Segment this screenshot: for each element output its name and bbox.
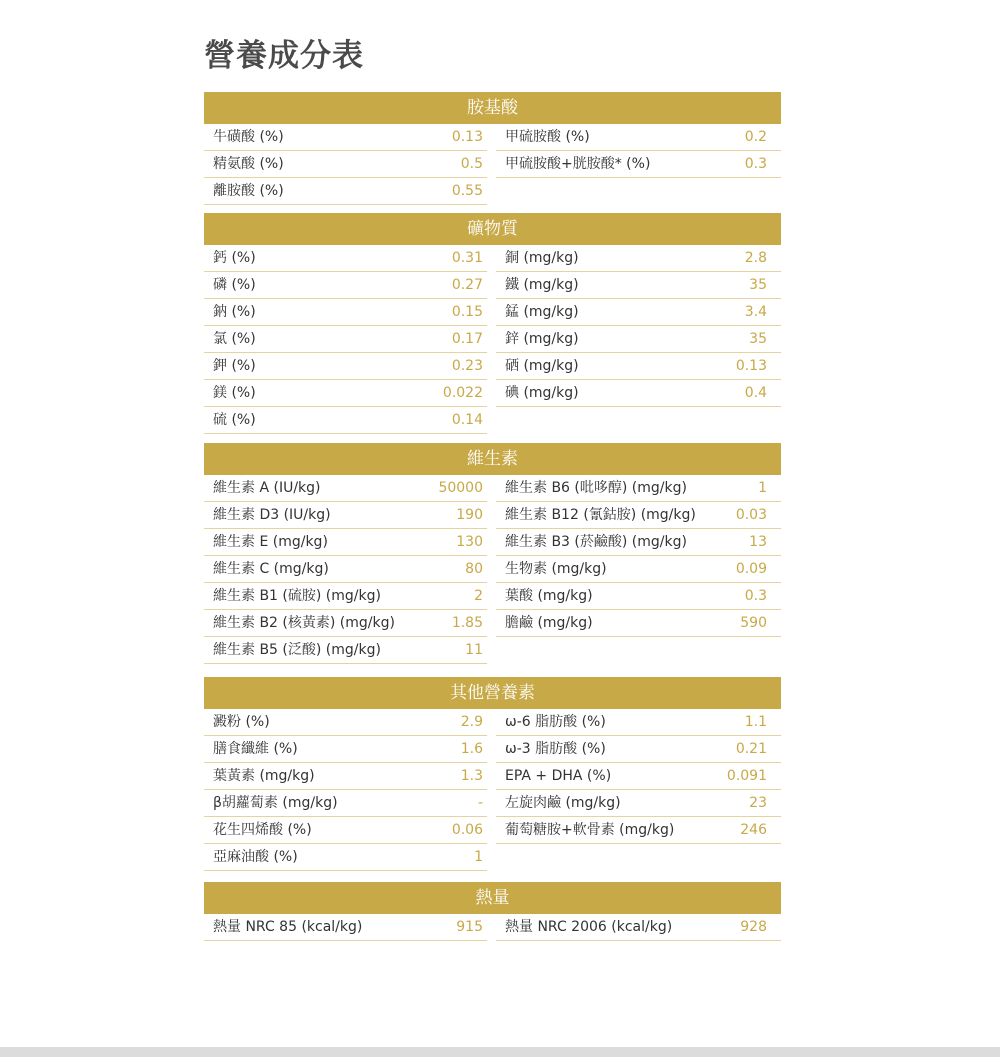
nutrient-value: 0.21 [735, 741, 767, 757]
nutrient-cell [496, 502, 781, 529]
nutrient-label: 氯 (%) [213, 331, 256, 347]
nutrient-label: 精氨酸 (%) [213, 156, 284, 172]
nutrient-cell [204, 914, 487, 941]
nutrient-label: 鐵 (mg/kg) [505, 277, 579, 293]
table-row [204, 914, 781, 941]
nutrient-label: 花生四烯酸 (%) [213, 822, 312, 838]
nutrient-value: 928 [740, 919, 767, 935]
nutrient-value: 23 [749, 795, 767, 811]
nutrient-cell [496, 790, 781, 817]
nutrient-value: 0.3 [744, 588, 767, 604]
nutrient-label: 維生素 C (mg/kg) [213, 561, 329, 577]
nutrient-cell [496, 124, 781, 151]
section-vitamins [204, 443, 781, 664]
nutrient-label: 維生素 E (mg/kg) [213, 534, 328, 550]
nutrient-cell [204, 151, 487, 178]
nutrient-cell [204, 817, 487, 844]
table-row [204, 178, 781, 205]
nutrient-cell [204, 709, 487, 736]
nutrient-label: 葉黃素 (mg/kg) [213, 768, 315, 784]
nutrient-label: 離胺酸 (%) [213, 183, 284, 199]
nutrient-label: 熱量 NRC 2006 (kcal/kg) [505, 919, 673, 935]
nutrient-label: 鋅 (mg/kg) [505, 331, 579, 347]
nutrient-value: 0.5 [460, 156, 483, 172]
nutrient-cell [496, 272, 781, 299]
table-row [204, 407, 781, 434]
nutrient-cell [496, 407, 781, 433]
nutrient-cell [496, 914, 781, 941]
nutrient-value: 0.06 [451, 822, 483, 838]
page-title: 營養成分表 [204, 38, 364, 74]
nutrient-label: EPA + DHA (%) [505, 768, 612, 784]
nutrient-value: 80 [465, 561, 483, 577]
table-row [204, 245, 781, 272]
section-header: 維生素 [204, 443, 781, 475]
table-row [204, 299, 781, 326]
nutrient-value: 0.09 [735, 561, 767, 577]
nutrient-value: 1.3 [460, 768, 483, 784]
nutrient-cell [496, 380, 781, 407]
section-header: 熱量 [204, 882, 781, 914]
nutrient-cell [496, 610, 781, 637]
nutrient-cell [496, 844, 781, 870]
nutrient-value: 0.23 [451, 358, 483, 374]
nutrient-cell [496, 151, 781, 178]
nutrient-value: 246 [740, 822, 767, 838]
nutrient-label: 牛磺酸 (%) [213, 129, 284, 145]
nutrient-cell [204, 529, 487, 556]
nutrient-cell [496, 736, 781, 763]
table-row [204, 353, 781, 380]
nutrient-value: 3.4 [744, 304, 767, 320]
nutrient-value: 35 [749, 331, 767, 347]
nutrient-label: 維生素 D3 (IU/kg) [213, 507, 331, 523]
nutrient-value: 0.4 [744, 385, 767, 401]
nutrient-label: 鎂 (%) [213, 385, 256, 401]
table-row [204, 502, 781, 529]
nutrient-label: 鈉 (%) [213, 304, 256, 320]
nutrient-value: 1.85 [451, 615, 483, 631]
table-row [204, 583, 781, 610]
nutrient-cell [496, 475, 781, 502]
nutrient-label: 維生素 B3 (菸鹼酸) (mg/kg) [505, 534, 687, 550]
section-header: 胺基酸 [204, 92, 781, 124]
nutrient-cell [496, 178, 781, 204]
table-row [204, 151, 781, 178]
nutrient-value: 0.13 [451, 129, 483, 145]
nutrient-value: 50000 [438, 480, 483, 496]
nutrient-value: 0.091 [726, 768, 767, 784]
nutrient-label: 膳食纖維 (%) [213, 741, 298, 757]
nutrient-label: 維生素 B1 (硫胺) (mg/kg) [213, 588, 381, 604]
section-amino-acids [204, 92, 781, 205]
nutrient-cell [496, 709, 781, 736]
nutrient-cell [496, 583, 781, 610]
nutrient-label: 銅 (mg/kg) [505, 250, 579, 266]
nutrient-label: 甲硫胺酸+胱胺酸* (%) [505, 156, 651, 172]
nutrient-label: 鉀 (%) [213, 358, 256, 374]
nutrient-label: 維生素 B6 (吡哆醇) (mg/kg) [505, 480, 687, 496]
nutrient-value: 2.9 [460, 714, 483, 730]
nutrient-cell [204, 844, 487, 871]
nutrient-cell [496, 529, 781, 556]
nutrient-label: 葡萄糖胺+軟骨素 (mg/kg) [505, 822, 675, 838]
nutrient-label: β胡蘿蔔素 (mg/kg) [213, 795, 338, 811]
nutrient-value: - [477, 795, 483, 811]
table-row [204, 272, 781, 299]
nutrient-label: 膽鹼 (mg/kg) [505, 615, 593, 631]
nutrient-value: 13 [749, 534, 767, 550]
nutrient-label: ω-3 脂肪酸 (%) [505, 741, 606, 757]
nutrient-cell [204, 763, 487, 790]
nutrient-cell [204, 380, 487, 407]
nutrient-value: 0.3 [744, 156, 767, 172]
nutrient-value: 0.17 [451, 331, 483, 347]
nutrient-label: 亞麻油酸 (%) [213, 849, 298, 865]
nutrient-label: 維生素 A (IU/kg) [213, 480, 321, 496]
table-row [204, 556, 781, 583]
nutrient-label: 碘 (mg/kg) [505, 385, 579, 401]
nutrient-cell [496, 817, 781, 844]
nutrient-label: ω-6 脂肪酸 (%) [505, 714, 606, 730]
section-header: 礦物質 [204, 213, 781, 245]
nutrient-value: 0.2 [744, 129, 767, 145]
nutrient-cell [204, 124, 487, 151]
footer-bar [0, 1047, 1000, 1057]
nutrient-value: 1.1 [744, 714, 767, 730]
nutrient-value: 0.14 [451, 412, 483, 428]
nutrient-cell [204, 245, 487, 272]
nutrient-value: 0.31 [451, 250, 483, 266]
nutrient-label: 左旋肉鹼 (mg/kg) [505, 795, 621, 811]
table-row [204, 790, 781, 817]
nutrient-value: 1 [474, 849, 483, 865]
nutrient-cell [204, 272, 487, 299]
nutrient-value: 35 [749, 277, 767, 293]
nutrient-label: 葉酸 (mg/kg) [505, 588, 593, 604]
nutrient-value: 0.022 [442, 385, 483, 401]
nutrient-cell [496, 245, 781, 272]
nutrient-value: 190 [456, 507, 483, 523]
nutrient-label: 甲硫胺酸 (%) [505, 129, 590, 145]
table-row [204, 709, 781, 736]
nutrient-cell [496, 299, 781, 326]
nutrient-label: 熱量 NRC 85 (kcal/kg) [213, 919, 363, 935]
nutrient-value: 0.15 [451, 304, 483, 320]
nutrient-cell [204, 475, 487, 502]
nutrient-cell [496, 326, 781, 353]
nutrient-cell [204, 610, 487, 637]
nutrient-value: 0.03 [735, 507, 767, 523]
nutrient-cell [204, 736, 487, 763]
nutrient-label: 錳 (mg/kg) [505, 304, 579, 320]
table-row [204, 610, 781, 637]
table-row [204, 380, 781, 407]
nutrient-label: 澱粉 (%) [213, 714, 270, 730]
nutrient-cell [496, 556, 781, 583]
nutrient-cell [204, 790, 487, 817]
nutrient-label: 硒 (mg/kg) [505, 358, 579, 374]
nutrient-label: 生物素 (mg/kg) [505, 561, 607, 577]
nutrient-cell [204, 299, 487, 326]
nutrient-value: 0.55 [451, 183, 483, 199]
nutrient-value: 915 [456, 919, 483, 935]
section-minerals [204, 213, 781, 434]
nutrient-label: 鈣 (%) [213, 250, 256, 266]
section-header: 其他營養素 [204, 677, 781, 709]
nutrient-value: 130 [456, 534, 483, 550]
table-row [204, 637, 781, 664]
section-energy [204, 882, 781, 941]
table-row [204, 529, 781, 556]
table-row [204, 844, 781, 871]
nutrient-cell [496, 353, 781, 380]
section-other-nutrients [204, 677, 781, 871]
nutrient-cell [204, 502, 487, 529]
table-row [204, 763, 781, 790]
nutrient-label: 維生素 B2 (核黃素) (mg/kg) [213, 615, 395, 631]
table-row [204, 124, 781, 151]
nutrient-cell [204, 326, 487, 353]
nutrient-cell [204, 407, 487, 434]
nutrient-value: 1.6 [460, 741, 483, 757]
nutrient-value: 2.8 [744, 250, 767, 266]
table-row [204, 475, 781, 502]
nutrient-label: 硫 (%) [213, 412, 256, 428]
nutrient-cell [496, 637, 781, 663]
nutrient-label: 維生素 B12 (氰鈷胺) (mg/kg) [505, 507, 696, 523]
nutrient-value: 0.13 [735, 358, 767, 374]
nutrient-label: 維生素 B5 (泛酸) (mg/kg) [213, 642, 381, 658]
nutrient-cell [496, 763, 781, 790]
nutrient-value: 0.27 [451, 277, 483, 293]
nutrient-value: 11 [465, 642, 483, 658]
nutrient-cell [204, 583, 487, 610]
nutrient-cell [204, 637, 487, 664]
nutrient-label: 磷 (%) [213, 277, 256, 293]
table-row [204, 736, 781, 763]
table-row [204, 817, 781, 844]
table-row [204, 326, 781, 353]
nutrient-cell [204, 556, 487, 583]
nutrient-cell [204, 178, 487, 205]
nutrient-value: 2 [474, 588, 483, 604]
nutrient-value: 1 [758, 480, 767, 496]
nutrient-value: 590 [740, 615, 767, 631]
nutrient-cell [204, 353, 487, 380]
